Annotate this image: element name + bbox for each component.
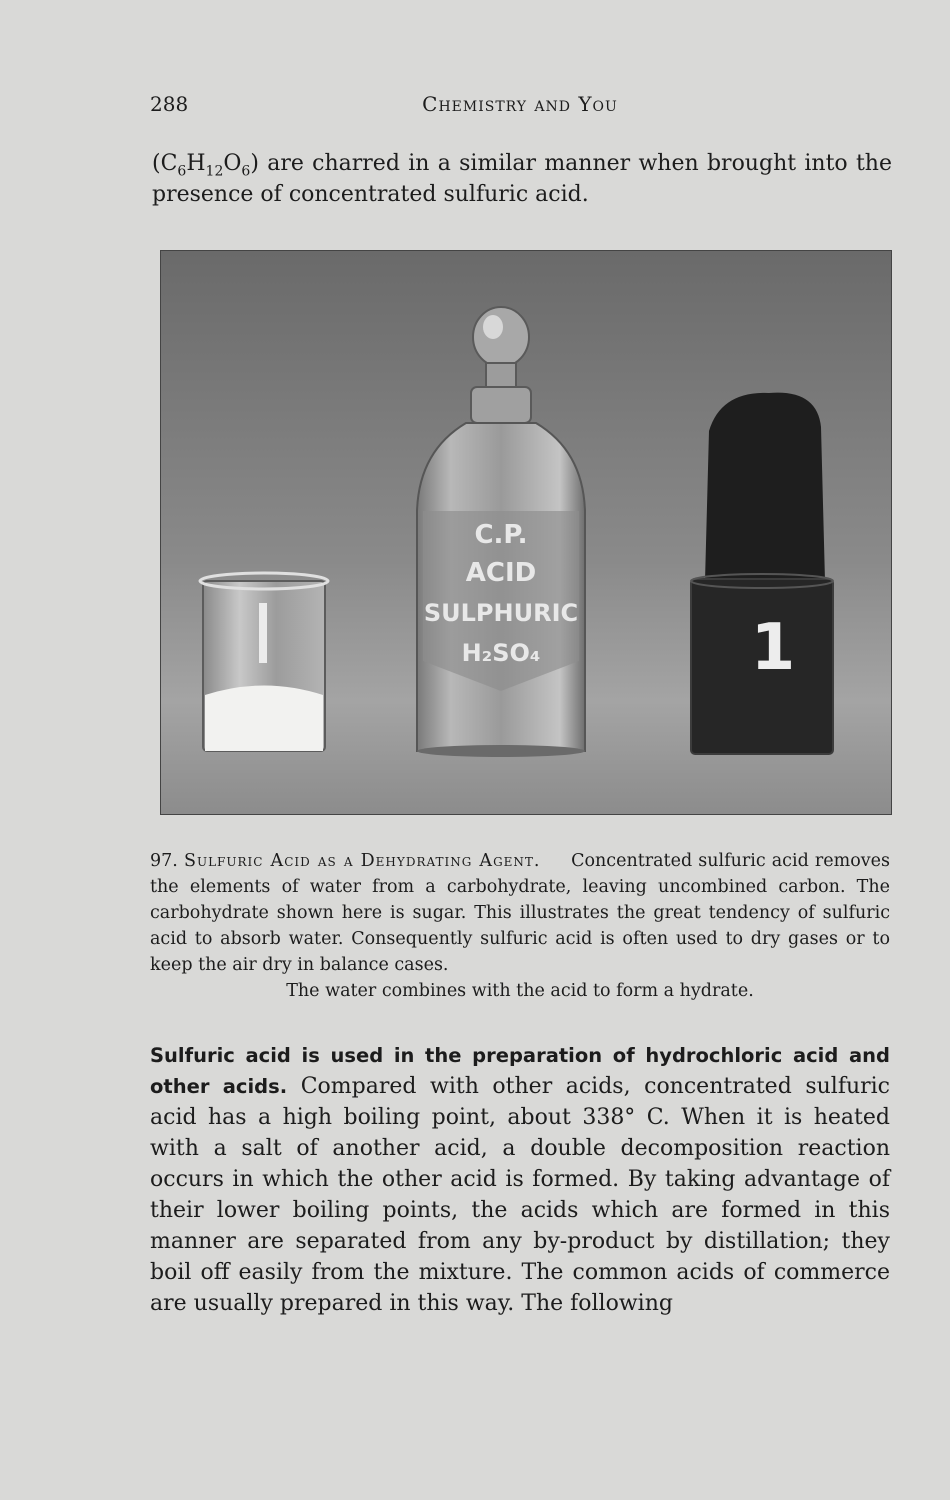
intro-paragraph [152, 148, 892, 210]
page-number: 288 [150, 92, 189, 116]
formula-h: H [186, 151, 206, 176]
paragraph-lead: Sulfuric acid is used in the preparation of hydrochloric acid and other acids. [150, 1044, 890, 1098]
photo-illustration [161, 251, 891, 814]
charred-carbon-beaker [691, 393, 833, 754]
bottle-label-line-3: SULPHURIC [423, 599, 579, 627]
running-title: Chemistry and You [422, 92, 618, 116]
figure-caption [150, 848, 890, 1004]
sugar-beaker [200, 573, 328, 751]
caption-text: Concentrated sulfuric acid removes the elements of water from a carbohydrate, leaving uncombined carbon. The carbohydrate shown here is sugar. This illustrates the great tendency of sulfuric acid to absorb water. Consequently sulfuric acid is often used to dry gases or to keep the air dry in balance cases. [150, 851, 890, 975]
body-paragraph [150, 1040, 890, 1319]
caption-number: 97. [150, 851, 178, 871]
caption-title: Sulfuric Acid as a Dehydrating Agent. [183, 851, 541, 871]
bottle-label-line-1: C.P. [474, 520, 528, 550]
bottle-label-line-4: H₂SO₄ [461, 639, 541, 667]
page-header [150, 92, 890, 122]
caption-last-line: The water combines with the acid to form a hydrate. [286, 981, 754, 1001]
figure-photo [160, 250, 892, 815]
formula-sub-o: 6 [241, 163, 251, 180]
bottle-label-line-2: ACID [465, 558, 537, 588]
formula-sub-c: 6 [177, 163, 187, 180]
beaker-number: 1 [750, 611, 796, 685]
intro-text: ) are charred in a similar manner when brought into the presence of concentrated sulfuric acid. [152, 151, 892, 207]
formula-sub-h: 12 [205, 163, 224, 180]
formula-prefix: (C [152, 151, 178, 176]
paragraph-text: Compared with other acids, concentrated sulfuric acid has a high boiling point, about 338° C. When it is heated with a salt of another acid, a double decomposition reaction occurs in which the other acid is formed. By taking advantage of their lower boiling points, the acids which are formed in this manner are separated from any by-product by distillation; they boil off easily from the mixture. The common acids of commerce are usually prepared in this way. The following [150, 1074, 891, 1316]
formula-o: O [223, 151, 242, 176]
